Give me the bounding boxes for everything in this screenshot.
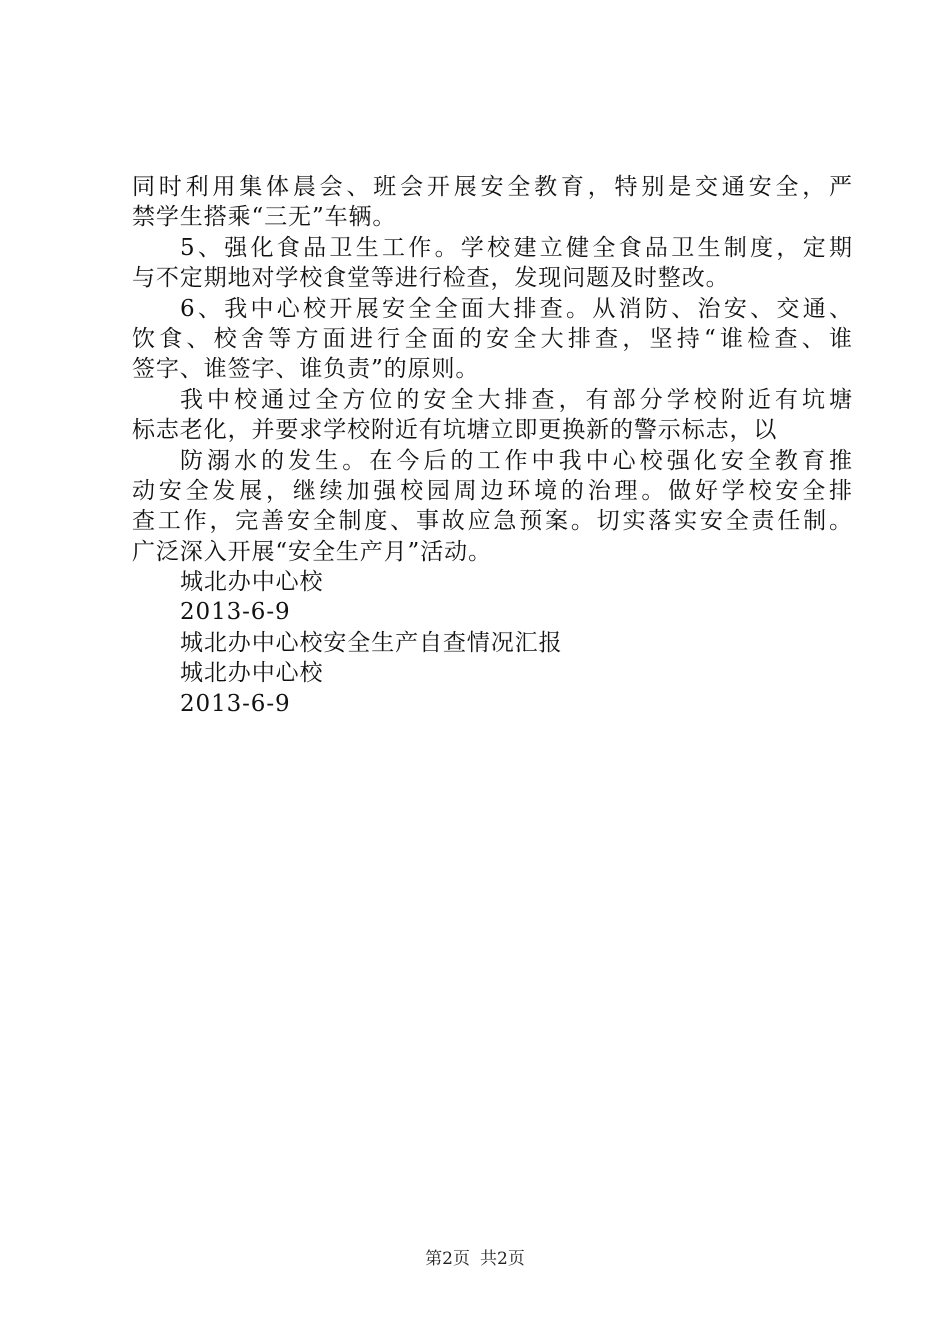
signature-org: 城北办中心校: [180, 660, 324, 687]
text-line: 查工作，完善安全制度、事故应急预案。切实落实安全责任制。: [132, 508, 852, 535]
page-footer: [0, 1244, 950, 1269]
signature-date: 2013-6-9: [180, 690, 291, 717]
signature-date: 2013-6-9: [180, 599, 291, 626]
text-line: 防溺水的发生。在今后的工作中我中心校强化安全教育推: [180, 447, 852, 474]
page-number: 第2页: [425, 1249, 470, 1269]
text-line: 同时利用集体晨会、班会开展安全教育，特别是交通安全，严: [132, 174, 852, 200]
signature-org: 城北办中心校: [180, 569, 324, 596]
text-line: 标志老化，并要求学校附近有坑塘立即更换新的警示标志，以: [132, 417, 778, 444]
text-line: 动安全发展，继续加强校园周边环境的治理。做好学校安全排: [132, 477, 852, 504]
text-line: 禁学生搭乘“三无”车辆。: [132, 204, 397, 231]
text-line: 我中校通过全方位的安全大排查，有部分学校附近有坑塘: [180, 386, 852, 413]
text-line: 6、我中心校开展安全全面大排查。从消防、治安、交通、: [180, 295, 852, 322]
text-line: 广泛深入开展“安全生产月”活动。: [132, 538, 492, 565]
text-line: 与不定期地对学校食堂等进行检查，发现问题及时整改。: [132, 265, 730, 292]
document-body: [132, 172, 852, 719]
text-line: 5、强化食品卫生工作。学校建立健全食品卫生制度，定期: [180, 234, 852, 261]
text-line: 签字、谁签字、谁负责”的原则。: [132, 356, 480, 383]
text-line: 饮食、校舍等方面进行全面的安全大排查，坚持“谁检查、谁: [132, 325, 852, 352]
report-title: 城北办中心校安全生产自查情况汇报: [180, 629, 563, 656]
page-total: 共2页: [480, 1249, 525, 1269]
